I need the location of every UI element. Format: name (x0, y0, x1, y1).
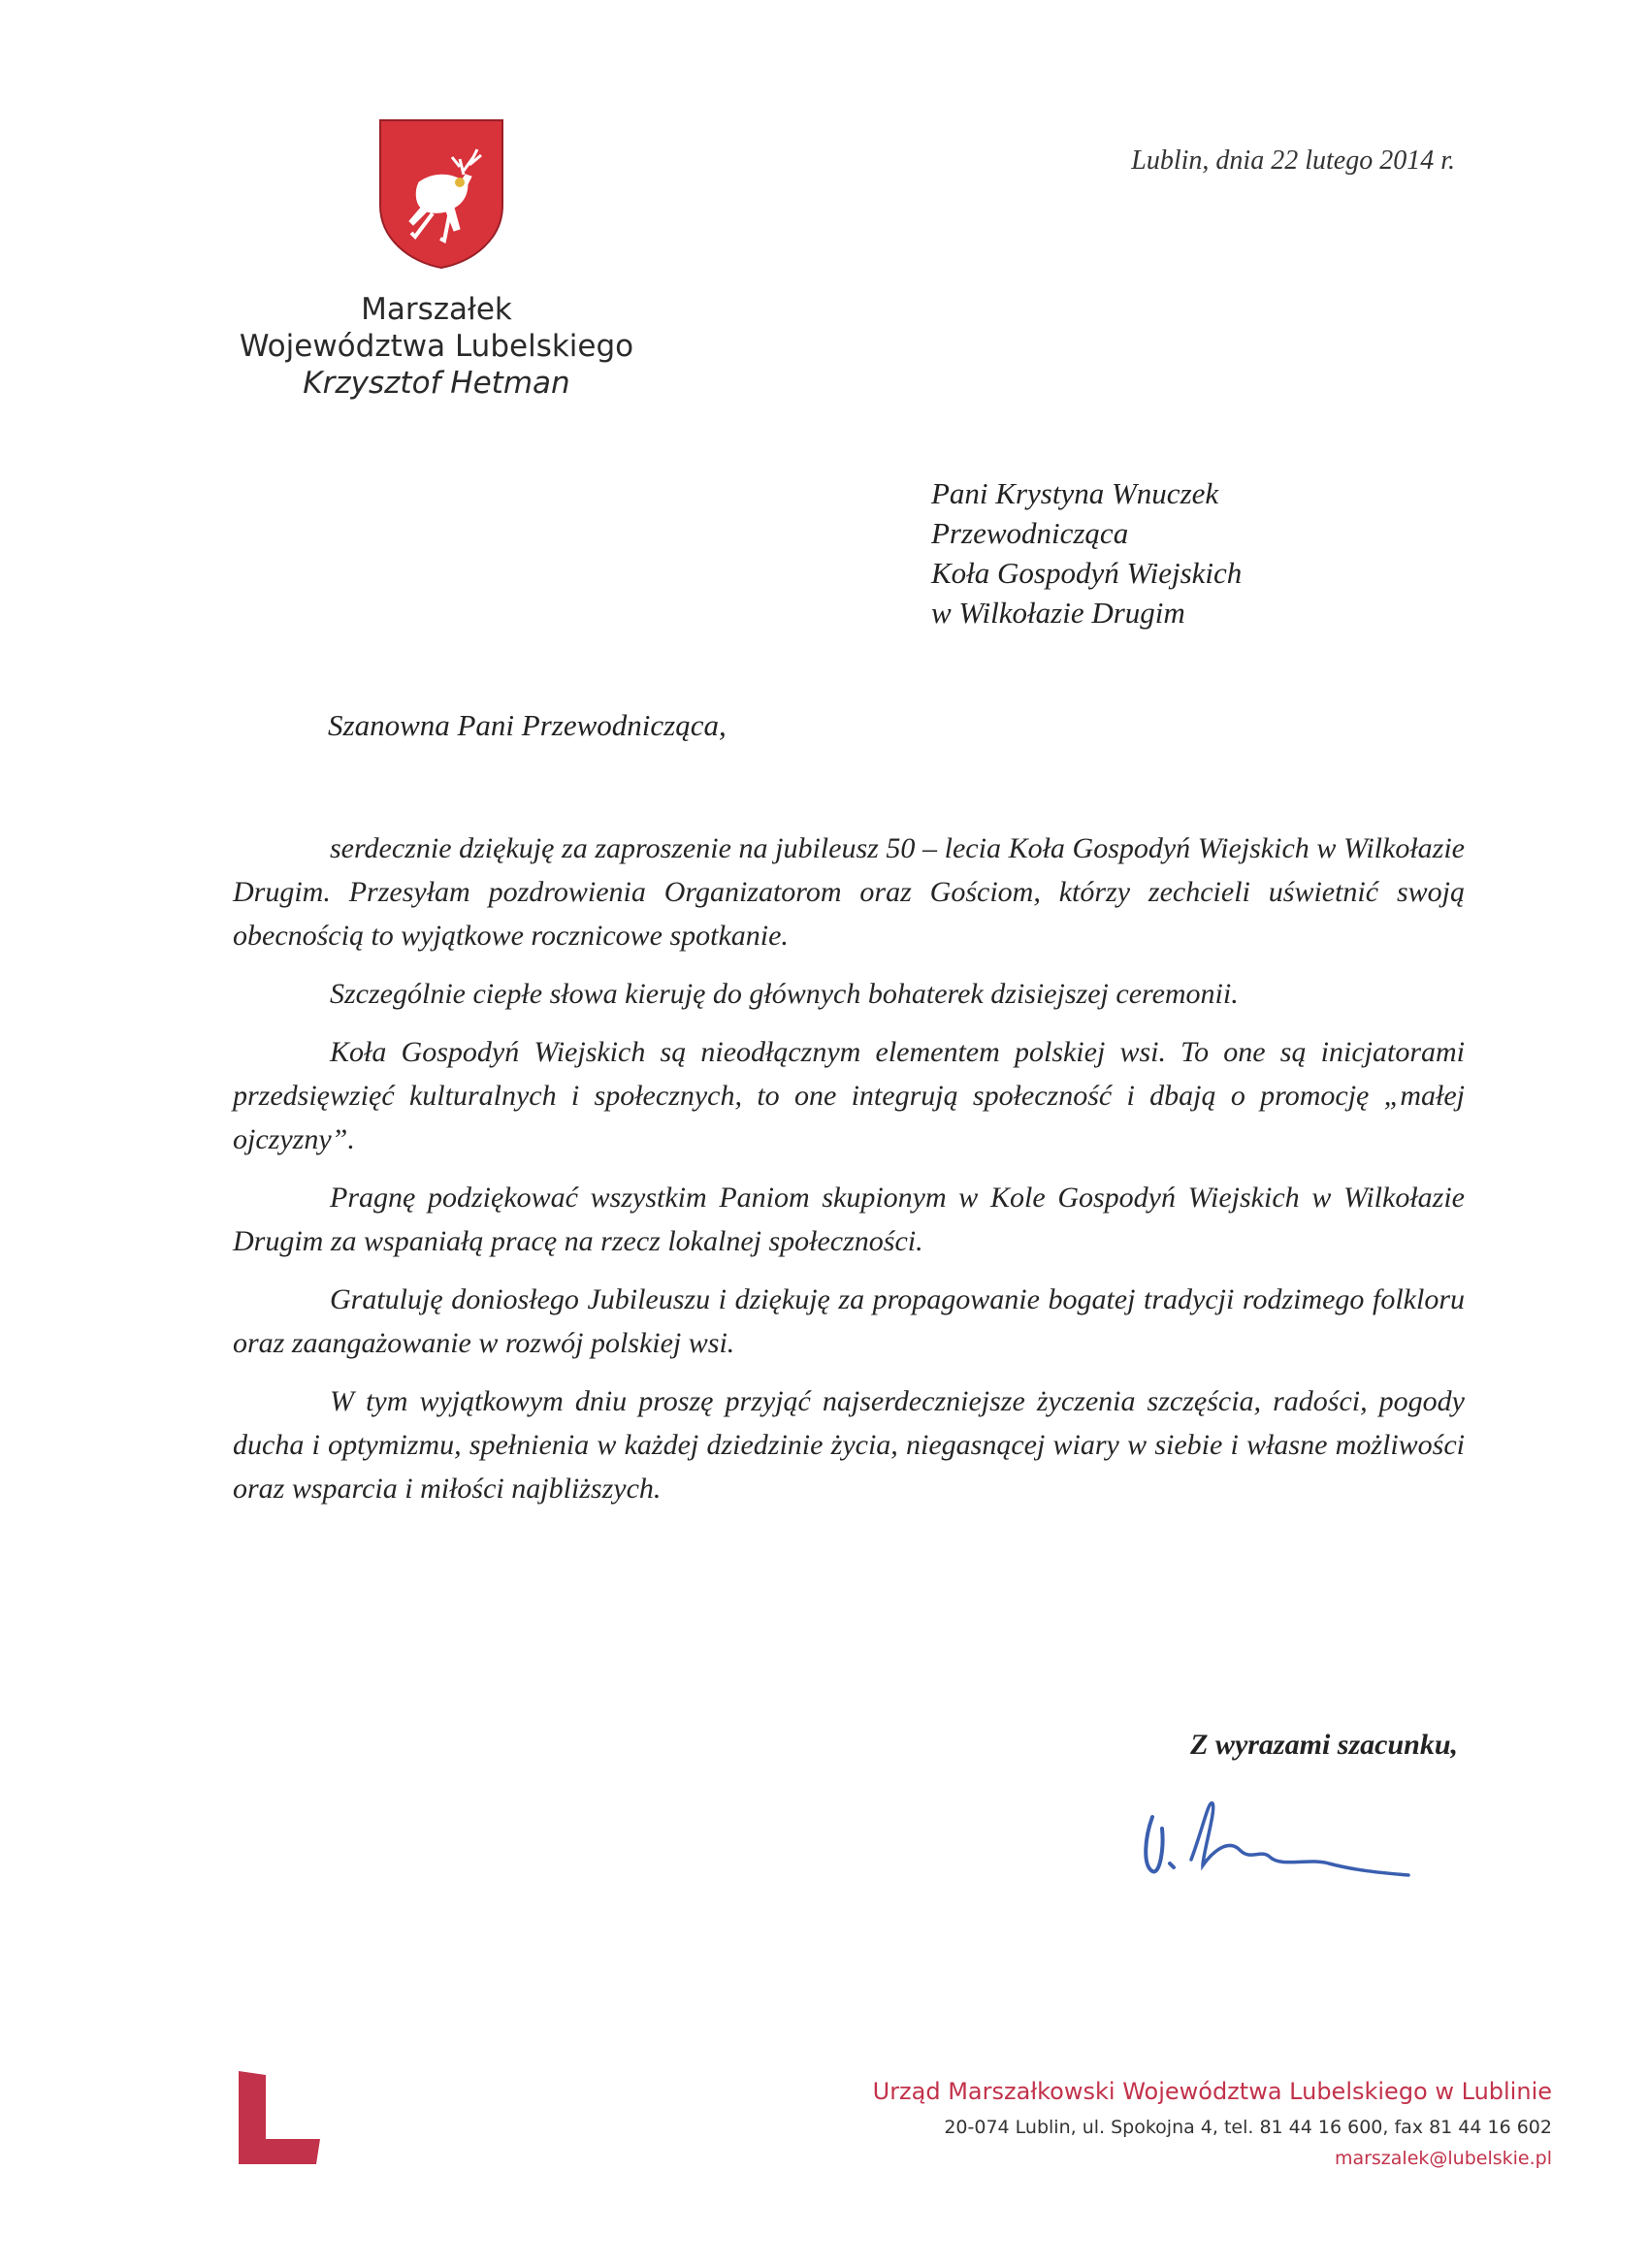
addressee-line4: w Wilkołazie Drugim (931, 596, 1185, 630)
addressee-line3: Koła Gospodyń Wiejskich (931, 556, 1243, 590)
footer (873, 2078, 1552, 2169)
body-paragraph: serdecznie dziękuję za zaproszenie na jubileusz 50 – lecia Koła Gospodyń Wiejskich w Wilkołazie Drugim. Przesyłam pozdrowienia Organizatorom oraz Gościom, którzy zechcieli uświetnić swoją obecnością to wyjątkowe rocznicowe spotkanie. (233, 832, 1465, 952)
body-paragraph: Gratuluję doniosłego Jubileuszu i dziękuję za propagowanie bogatej tradycji rodzimego folkloru oraz zaangażowanie w rozwój polskiej wsi. (233, 1283, 1465, 1359)
body-paragraph: W tym wyjątkowym dniu proszę przyjąć najserdeczniejsze życzenia szczęścia, radości, pogody ducha i optymizmu, spełnienia w każdej dziedzinie życia, niegasnącej wiary w siebie i własne możliwości oraz wsparcia i miłości najbliższych. (233, 1385, 1465, 1505)
lublin-coat-of-arms-icon (376, 116, 506, 272)
addressee-block (931, 473, 1242, 632)
footer-email-link[interactable]: marszalek@lubelskie.pl (1334, 2148, 1552, 2169)
handwritten-signature (1135, 1790, 1416, 1896)
footer-organization: Urząd Marszałkowski Województwa Lubelskiego w Lublinie (872, 2078, 1552, 2105)
author-title-line2: Województwa Lubelskiego (239, 329, 634, 364)
author-title-line1: Marszałek (361, 292, 512, 327)
addressee-line2: Przewodnicząca (931, 516, 1129, 550)
closing-phrase: Z wyrazami szacunku, (1190, 1729, 1458, 1761)
body-paragraph: Koła Gospodyń Wiejskich są nieodłącznym elementem polskiej wsi. To one są inicjatorami przedsięwzięć kulturalnych i społecznych, to one integrują społeczność i dbają o promocję „małej ojczyzny”. (233, 1036, 1465, 1155)
lubelskie-l-logo-icon (237, 2071, 324, 2166)
body-paragraph: Szczególnie ciepłe słowa kieruję do głównych bohaterek dzisiejszej ceremonii. (330, 978, 1239, 1010)
body-paragraph: Pragnę podziękować wszystkim Paniom skupionym w Kole Gospodyń Wiejskich w Wilkołazie Drugim za wspaniałą pracę na rzecz lokalnej społeczności. (233, 1182, 1465, 1257)
letter-date: Lublin, dnia 22 lutego 2014 r. (1131, 146, 1455, 176)
author-block (223, 291, 650, 402)
author-name: Krzysztof Hetman (303, 366, 570, 401)
addressee-line1: Pani Krystyna Wnuczek (931, 476, 1219, 510)
salutation: Szanowna Pani Przewodnicząca, (328, 708, 727, 742)
letter-body (233, 826, 1465, 1525)
footer-address: 20-074 Lublin, ul. Spokojna 4, tel. 81 44 16 600, fax 81 44 16 602 (944, 2117, 1552, 2138)
